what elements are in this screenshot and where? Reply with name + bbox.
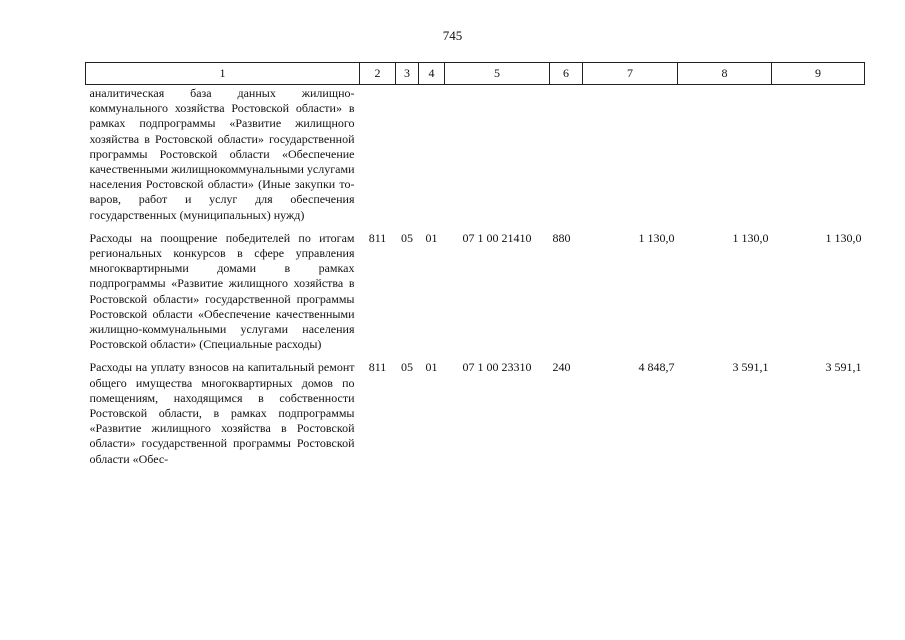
row-amount-year2 — [678, 85, 772, 228]
row-amount-year3 — [772, 85, 865, 228]
page-number: 745 — [442, 28, 463, 43]
header-col-2: 2 — [360, 63, 396, 85]
table-row — [86, 357, 865, 471]
header-col-7: 7 — [583, 63, 678, 85]
row-expense-type: 880 — [552, 230, 571, 245]
header-col-9: 9 — [772, 63, 865, 85]
row-description: Расходы на уплату взносов на капитальный ремонт общего имущества многоквартирных домов по помещениям, находящимся в собственности Ростовской области, в рамках подпрограммы «Развитие жилищного хозяйства в Ростовской области» государственной программы Ростовской области «Обес- — [89, 360, 355, 466]
row-subsection-code: 01 — [425, 230, 438, 245]
row-subsection-code: 01 — [425, 360, 438, 375]
table-row — [86, 85, 865, 228]
header-col-1: 1 — [86, 63, 360, 85]
header-col-3: 3 — [396, 63, 419, 85]
row-description: Расходы на поощрение победителей по итогам региональных конкурсов в сфере управления многоквартирными домами в рамках подпрограммы «Развитие жилищного хозяйства в Ростовской области» государственной программы Ростовской области «Обеспечение качественными жилищно-коммунальными услугами населения Ростовской области» (Специальные расходы) — [89, 230, 355, 352]
row-amount-year1: 1 130,0 — [638, 230, 675, 245]
header-col-8: 8 — [678, 63, 772, 85]
row-amount-year1 — [583, 85, 678, 228]
row-section-code — [396, 85, 419, 228]
row-section-code: 05 — [401, 230, 413, 245]
row-target-article — [445, 85, 550, 228]
table-row — [86, 228, 865, 358]
header-col-5: 5 — [445, 63, 550, 85]
row-target-article: 07 1 00 21410 — [462, 230, 532, 245]
row-amount-year2: 3 591,1 — [732, 360, 769, 375]
row-amount-year3: 1 130,0 — [825, 230, 862, 245]
row-expense-type — [550, 85, 583, 228]
row-amount-year2: 1 130,0 — [732, 230, 769, 245]
row-subsection-code — [419, 85, 445, 228]
row-amount-year1: 4 848,7 — [638, 360, 675, 375]
row-ministry-code: 811 — [368, 360, 387, 375]
row-section-code: 05 — [401, 360, 413, 375]
budget-table — [85, 62, 865, 472]
row-description: аналитическая база данных жилищнокоммунального хозяйства Ростовской области» в рамках подпрограммы «Развитие жилищного хозяйства в Ростовской области» государственной программы Ростовской области «Обеспечение качественными жилищнокоммунальными услугами населения Ростовской области» (Иные закупки товаров, работ и услуг для обеспечения государственных (муниципальных) нужд) — [89, 86, 355, 222]
row-amount-year3: 3 591,1 — [825, 360, 862, 375]
table-header-row — [86, 63, 865, 85]
header-col-4: 4 — [419, 63, 445, 85]
row-expense-type: 240 — [552, 360, 571, 375]
row-ministry-code: 811 — [368, 230, 387, 245]
row-target-article: 07 1 00 23310 — [462, 360, 532, 375]
row-ministry-code — [360, 85, 396, 228]
header-col-6: 6 — [550, 63, 583, 85]
